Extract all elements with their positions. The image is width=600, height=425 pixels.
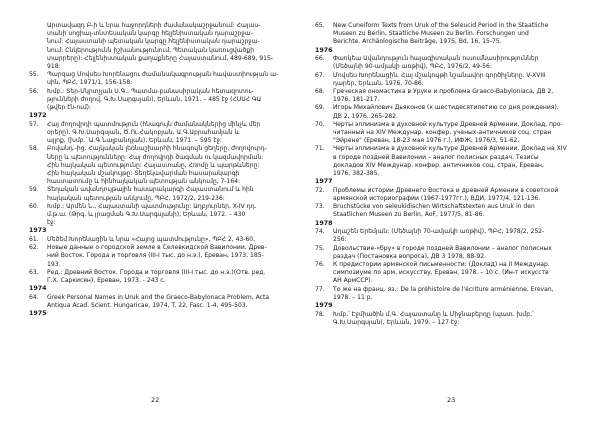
entry-continuation: Հին հայկական պետությունը: Հայաստանը, Հռոմը և պարթևները: (47, 161, 260, 169)
entry-continuation: ний Восток. Города и торговля (III-I тыс. до н.э.), Ереван, 1973, 185- (47, 252, 264, 260)
bibliography-entry (29, 121, 285, 129)
entry-continuation: այլոք, (խմբ.՝ Ա.Գ.Նալբանդյան), Երևան, 1971. – 595 էջ: (47, 137, 222, 145)
bibliography-entry (29, 203, 285, 211)
entry-number: 77. (315, 285, 325, 293)
page-number-right: 23 (447, 396, 456, 404)
entry-continuation: նում: Ընկերությունն իշխանությունում: Պետական կառուցվածքի (47, 46, 255, 54)
entry-continuation: 1978. – 11 р. (333, 293, 373, 301)
entry-number: 66. (315, 55, 325, 63)
entry-continuation: սին, ՊԲՀ, 1971/1, 156-158: (47, 79, 133, 87)
entry-continuation: տարրերը): Հելլենիստական քաղաքները Հայաստանում, 489-689, 915- (47, 54, 274, 62)
entry-text: New Cuneiform Texts from Uruk of the Seleucid Period in the Staatliche (333, 22, 549, 29)
bibliography-entry (315, 72, 571, 80)
entry-text: Bruchstücke von seleukidischen Wirtschaftstexten aus Uruk in den (333, 203, 535, 211)
entry-number: 67. (315, 71, 325, 79)
entry-text: Խմբ.՝ Էջմիածին մ.Գ. Հայաստանը և Միջնաբերդը (պատ. խմբ.՝ (333, 310, 534, 318)
entry-text: Черты эллинизма в духовной культуре Древней Армении, Доклад, про- (333, 120, 563, 128)
entry-continuation: 918: (47, 63, 61, 71)
left-page (29, 22, 285, 319)
entry-continuation: Գ.Խ.Սարգսյան), Երևան, 1979. – 127 էջ: (333, 318, 460, 326)
entry-continuation: Հին հայկական մշակույթը: Տեղեկավարման հասարակարգի (47, 170, 240, 178)
entry-text: Աղաշեն Երեմյան: (Մեծայնի 70-ամյակի առթիվ), ՊԲՀ, 1978/2, 252- (333, 228, 545, 236)
entry-number: 74. (315, 228, 325, 236)
entry-number: 75. (315, 244, 325, 252)
entry-continuation: նում: Հայաստանի պետական կարգը հելլենիստական դարաշրջա- (47, 38, 260, 46)
entry-number: 62. (29, 244, 39, 252)
bibliography-entry (315, 311, 571, 319)
entry-text: Греческая ономастика в Уруке и проблема Graeco-Babyloniaca, ДВ 2, (333, 88, 554, 96)
entry-number: 57. (29, 120, 39, 128)
year-heading: 1977 (315, 178, 333, 186)
bibliography-entry (315, 203, 571, 211)
entry-text: Փաոկեա Ավանդություն հայագիտական ուսումնասիրություններ (333, 55, 539, 63)
entry-continuation: Museen zu Berlin, Staatliche Museen zu Berlin. Forschungen und (333, 30, 529, 38)
entry-number: 55. (29, 71, 39, 79)
entry-text: Տեղական ավանդույթային հասարակարգի Հայաստանում և հին (47, 186, 254, 194)
entry-continuation: էջ: (47, 219, 56, 227)
entry-number: 72. (315, 186, 325, 194)
entry-number: 59. (29, 186, 39, 194)
bibliography-entry (315, 104, 571, 112)
page-number-left: 22 (151, 396, 160, 404)
entry-text: Довольствие-«бру» в городе поздней Вавилонии – аналог полисных (333, 244, 552, 252)
year-heading: 1975 (29, 310, 47, 318)
entry-number: 73. (315, 203, 325, 211)
entry-number: 70. (315, 120, 325, 128)
entry-text: Խմբ.: Արմեն Ն., Հայաստանի պատմությունը: Աղբյուրներ, X-IV դդ. (47, 202, 257, 210)
entry-number: 71. (315, 145, 325, 153)
entry-continuation: Արտավազդ Բ-ի և նրա հաջորդների ժամանակաշրջանում: Հայաս- (47, 22, 261, 29)
entry-number: 65. (315, 22, 325, 29)
bibliography-entry (29, 294, 285, 302)
bibliography-entry (315, 245, 571, 253)
entry-continuation: մ.թ.ա. (Թրգ. և լրացման Գ.Խ.Սարգսյանի), Երևան, 1972. – 430 (47, 211, 246, 219)
entry-number: 64. (29, 293, 39, 301)
entry-continuation: 256: (333, 236, 347, 244)
entry-text: То же на франц. яз.: De la préhistoire de l'écriture arménienne, Erevan, (333, 285, 554, 293)
bibliography-entry (315, 145, 571, 153)
bibliography-entry (29, 88, 285, 96)
entry-number: 69. (315, 104, 325, 112)
entry-continuation: ները և պետությունները: Հայ ժողովրդի ծագման ու կազմավորման: (47, 153, 264, 161)
entry-continuation: (թվեր էն-ում): (47, 104, 92, 112)
entry-continuation: в городе поздней Вавилонии – аналог полисных раздач. Тезисы (333, 153, 539, 161)
entry-continuation: Berichte. Archäologische Beiträge, 1975, Bd. 16, 15-75. (333, 38, 502, 46)
year-heading: 1973 (29, 227, 47, 235)
year-heading: 1972 (29, 112, 47, 120)
entry-text: Խմբ.: Տեր-Մկրտչյան Ս.Գ., Պատմա-բանասիրական հետազոտու- (47, 87, 254, 95)
entry-number: 78. (315, 310, 325, 318)
entry-number: 76. (315, 261, 325, 269)
entry-continuation: Staatlichen Museen zu Berlin, AoF, 1977/5, 81-86. (333, 211, 485, 219)
bibliography-entry (315, 22, 571, 30)
year-heading: 1976 (315, 46, 333, 54)
bibliography-entry (29, 71, 285, 79)
entry-continuation: раздач (Постановка вопроса), ДВ 3 1978, 88-92. (333, 252, 487, 260)
entry-number: 60. (29, 202, 39, 210)
entry-text: К предистории армянской письменности: (Доклад) на II Междунар. (333, 261, 550, 269)
entry-continuation: թյունների ժողով, Գ.Խ.Սարգսյան), Երևան, 1971. – 485 էջ (ՀՍՍՀ ԳԱ (47, 95, 262, 103)
entry-number: 68. (315, 88, 325, 96)
entry-continuation: 1976, 181-217. (333, 96, 380, 104)
entry-text: Հայ ժողովրդի պատմություն (հնագույն ժամանակներից մինչև մեր (47, 120, 261, 128)
entry-continuation: (Մեծայնի 90-ամյակի առթիվ), ՊԲՀ, 1976/2, 49-56: (333, 63, 492, 71)
entry-continuation: տանի սոցիալ-տնտեսական կարգը հելլենիստական դարաշրջա- (47, 30, 253, 38)
entry-continuation: армянской историографии (1967-1977гг.), ВДИ, 1977/4, 121-136. (333, 195, 541, 203)
entry-text: Պարզաց Մովսես Խորենացու ժամանակագրության հավաստիության ա- (47, 71, 279, 79)
bibliography-entry (315, 88, 571, 96)
right-page (315, 22, 571, 327)
entry-continuation: симпозиуме по арм. искусству, Ереван, 1978. – 10 с. (Ин-т искусств (333, 269, 549, 277)
bibliography-entry (315, 121, 571, 129)
entry-text: Игорь Михайлович Дьяконов (к шестидесятилетию со дня рождения), (333, 104, 559, 112)
entry-number: 58. (29, 145, 39, 153)
entry-number: 56. (29, 87, 39, 95)
entry-continuation: читанный на XIV Междунар. конфер. ученых-античников соц. стран (333, 129, 552, 137)
entry-continuation: докладов XIV Междунар. конфер. античников соц. стран, Ереван, (333, 161, 544, 169)
entry-continuation: ДВ 2, 1976, 265-282. (333, 112, 398, 120)
bibliography-entry (315, 228, 571, 236)
entry-text: Մովսես Խորենացին, Հայ մշակույթի նշանավոր գործիչները. V-XVIII (333, 71, 546, 79)
entry-text: Новые данные о городской земле в Селевкидской Вавилонии, Древ- (47, 244, 267, 252)
entry-continuation: Г.Х. Саркисян), Ереван, 1973. - 243 с. (47, 277, 166, 285)
bibliography-entry (29, 269, 285, 277)
entry-continuation: Antiqua Acad. Scient. Hungaricae, 1974, T. 22, Fasc. 1-4, 495-503. (47, 302, 248, 310)
bibliography-entry (29, 145, 285, 153)
entry-text: Проблемы истории Древнего Востока и древней Армении в советской (333, 186, 559, 194)
entry-text: Ред.: Древний Восток. Города и торговля (III-I тыс. до н.э.)(Отв. ред. (47, 268, 266, 276)
bibliography-entry (315, 55, 571, 63)
year-heading: 1974 (29, 285, 47, 293)
entry-continuation: հաստատումը և հինհայկական պետության անկումը, 7-164: (47, 178, 241, 186)
bibliography-entry (29, 186, 285, 194)
entry-continuation: դարեր, Երևան, 1976, 70-86: (333, 79, 424, 87)
entry-text: Բովանդ.-ից. Հայկական լեռնաշխարհի հնագույն ցեղերը, ժողովուրդ- (47, 145, 267, 153)
entry-text: Մեծեմ Խորենացին և նրա «Հայոց պատմությունը», ՊԲՀ 2, 43-60. (47, 236, 256, 244)
year-heading: 1979 (315, 302, 333, 310)
year-heading: 1978 (315, 219, 333, 227)
entry-continuation: 193. (47, 260, 61, 268)
entry-number: 63. (29, 268, 39, 276)
bibliography-entry (315, 187, 571, 195)
entry-continuation: հայկական պետության անկումը, ՊԲՀ, 1972/2, 219-236: (47, 194, 225, 202)
entry-continuation: "Эйрене" (Ереван, 18-23 мая 1976 г.), ИФЖ, 1976/3, 51-62. (333, 137, 520, 145)
entry-continuation: 1976, 382-385. (333, 170, 380, 178)
bibliography-entry (315, 286, 571, 294)
entry-text: Черты эллинизма в духовной культуре Древней Армении. Доклад на XIV (333, 145, 567, 153)
entry-text: Greek Personal Names in Uruk and the Graeco-Babylonaca Problem, Acta (47, 293, 270, 301)
entry-number: 61. (29, 236, 39, 244)
entry-continuation: АН АрмССР). (333, 277, 373, 285)
bibliography-entry (315, 261, 571, 269)
entry-continuation: օրերը), Գ.Խ.Սարգսյան, Ծ.Ու.Հակոբյան, Ա.Գ.Աբրահամյան և (47, 129, 240, 137)
